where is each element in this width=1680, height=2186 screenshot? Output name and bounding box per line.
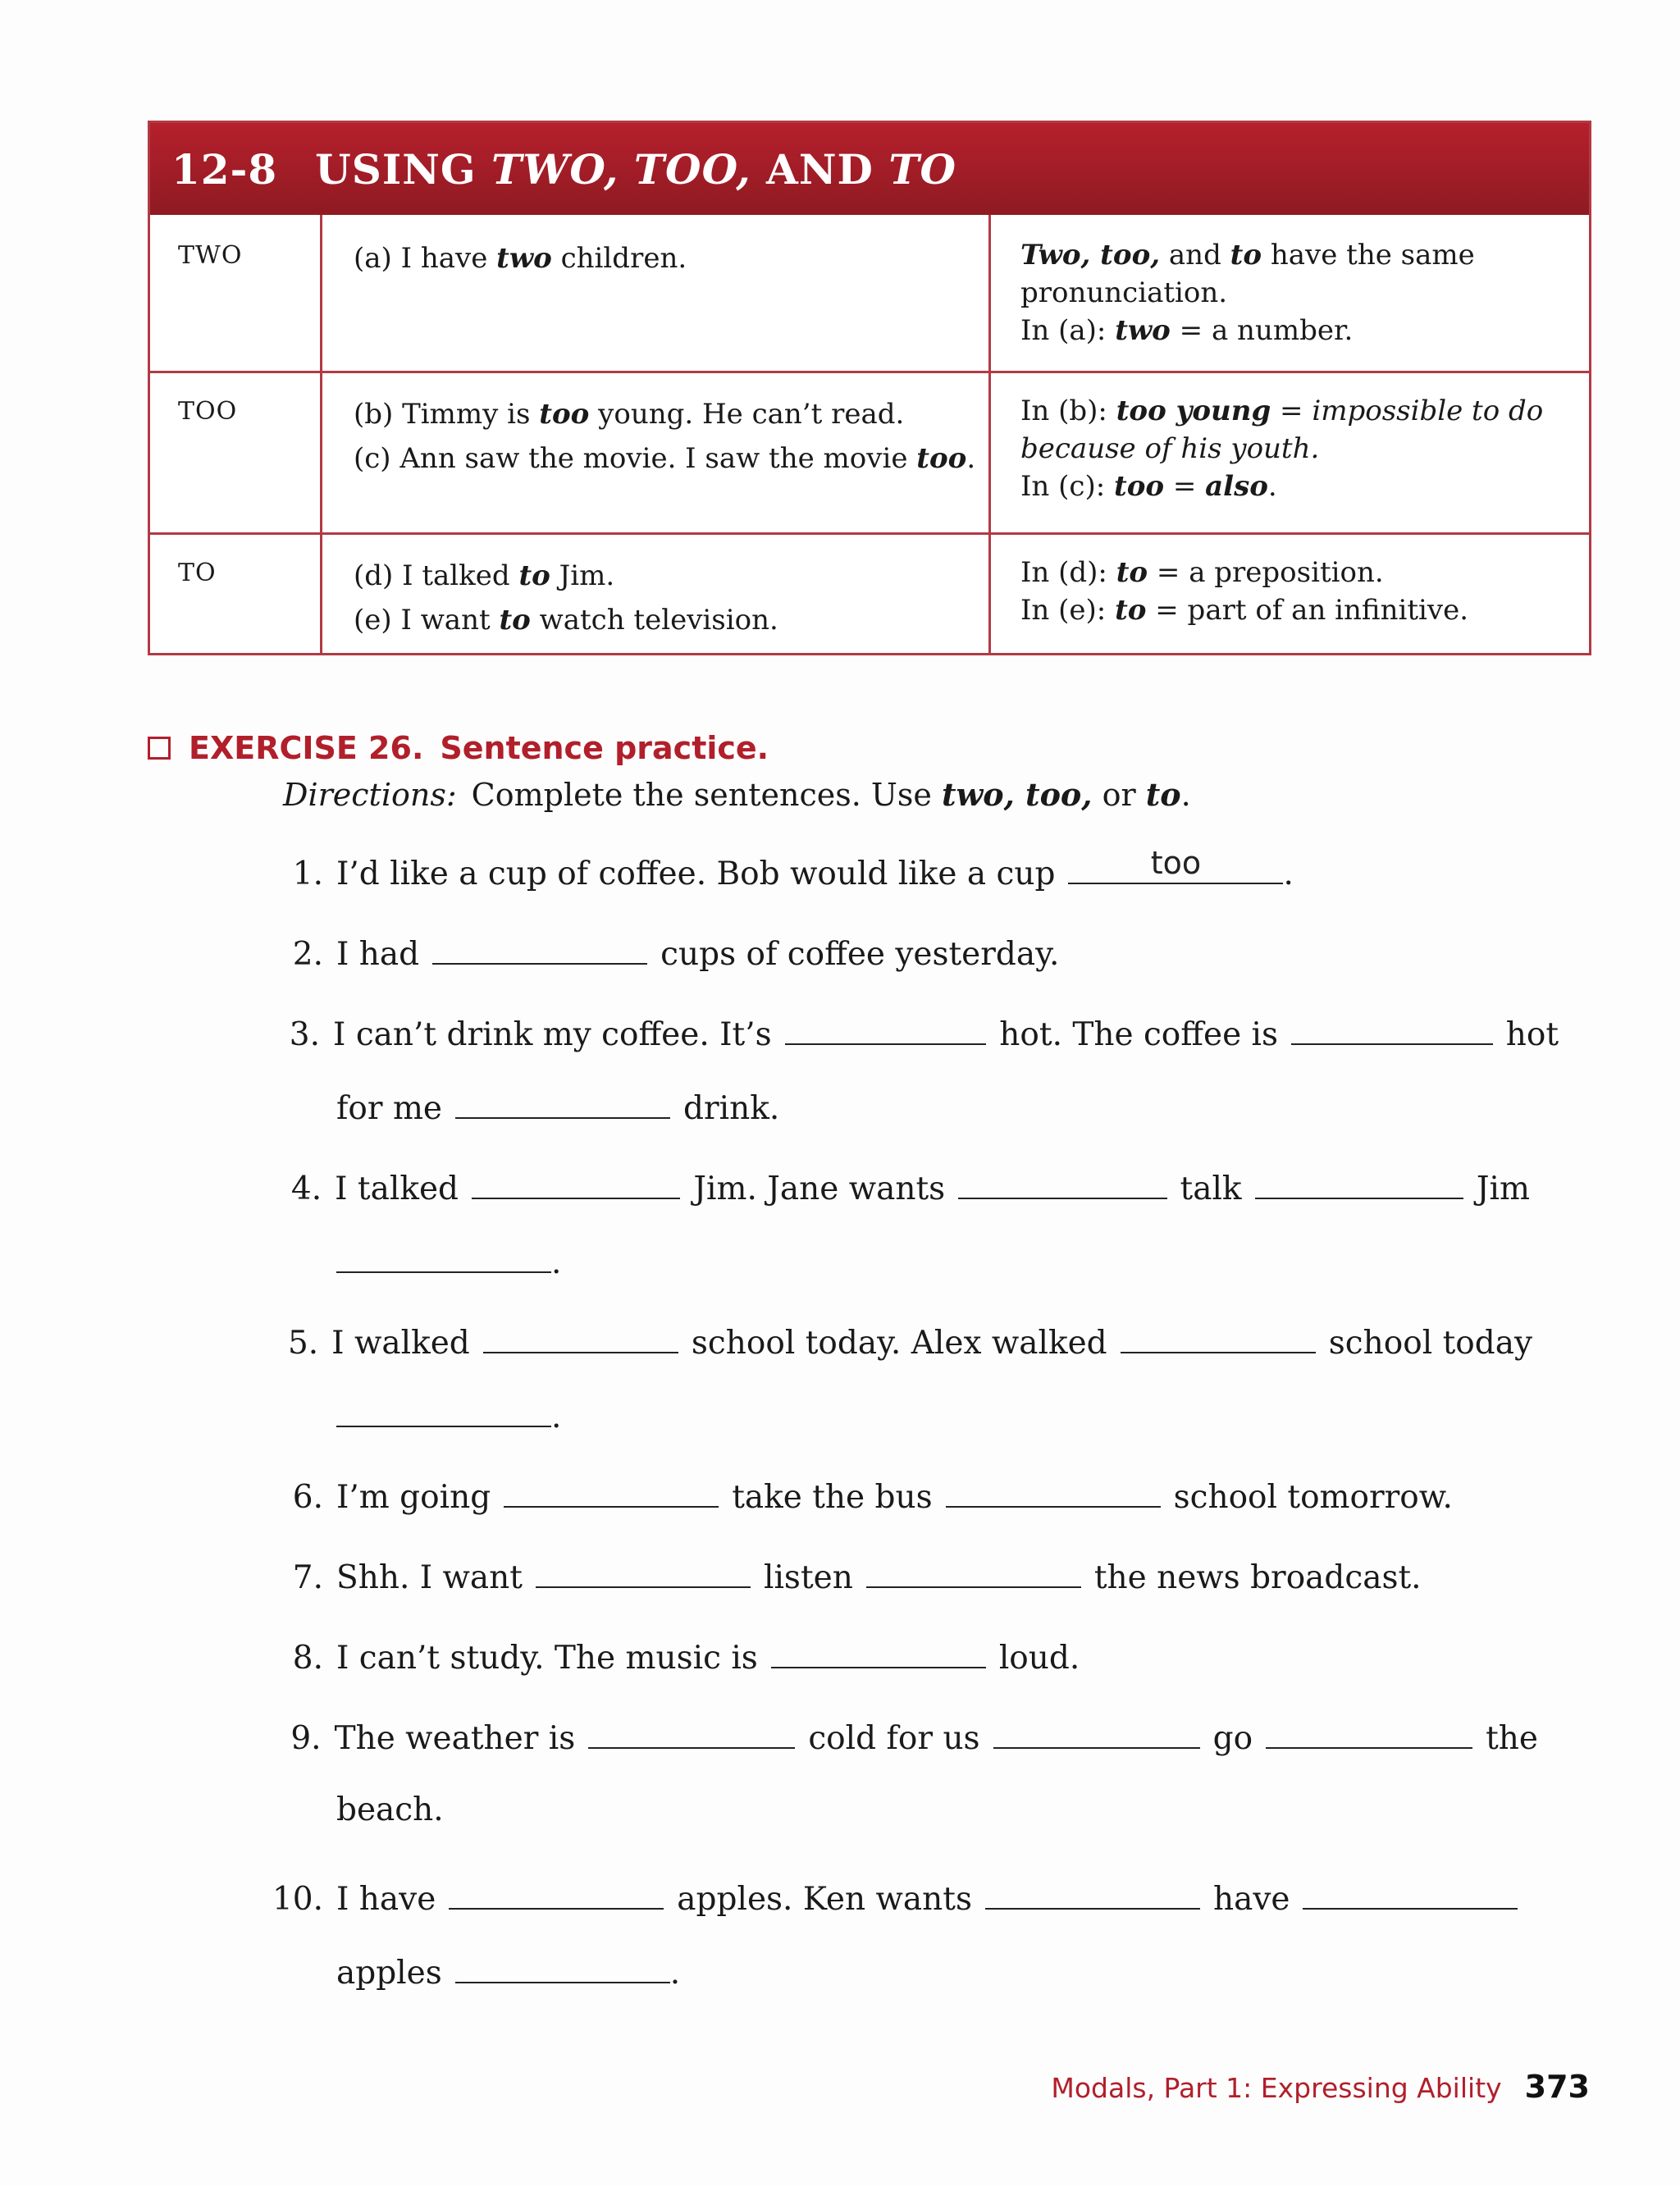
- answer-blank[interactable]: [1291, 1014, 1493, 1045]
- sentence-5: 5. I walked school today. Alex walked school today: [271, 1322, 1532, 1362]
- answer-blank[interactable]: [1121, 1322, 1316, 1353]
- answer-blank[interactable]: [588, 1718, 795, 1749]
- chart-word: TO: [150, 532, 322, 655]
- answer-blank[interactable]: [504, 1476, 719, 1508]
- chart-title: USING TWO, TOO, AND TO: [315, 144, 957, 194]
- sentence-4-cont: .: [336, 1242, 561, 1281]
- answer-blank[interactable]: [866, 1557, 1081, 1588]
- sentence-3-cont: for me drink.: [336, 1088, 779, 1127]
- answer-blank[interactable]: [985, 1878, 1200, 1910]
- note-line: Two, too, and to have the same: [1020, 239, 1475, 272]
- page-number: 373: [1524, 2069, 1590, 2105]
- note-line: In (a): two = a number.: [1020, 314, 1354, 347]
- sentence-8: 8. I can’t study. The music is loud.: [271, 1637, 1080, 1677]
- answer-blank[interactable]: [472, 1168, 680, 1199]
- chart-notes: [991, 371, 1589, 532]
- answer-blank[interactable]: [432, 933, 647, 965]
- sentence-9: 9. The weather is cold for us go the: [271, 1718, 1538, 1757]
- answer-blank[interactable]: [1266, 1718, 1472, 1749]
- answer-blank[interactable]: [455, 1088, 670, 1119]
- exercise-directions: Directions: Complete the sentences. Use two, too, or to.: [283, 776, 1191, 813]
- example-b: (b) Timmy is too young. He can’t read.: [354, 398, 905, 431]
- chart-row-to: [150, 532, 1589, 655]
- answer-blank[interactable]: [1303, 1878, 1518, 1910]
- page-footer: [1051, 2069, 1590, 2105]
- chart-word: TWO: [150, 215, 322, 371]
- answer-blank[interactable]: [993, 1718, 1200, 1749]
- note-line: pronunciation.: [1020, 276, 1228, 309]
- answer-blank[interactable]: [536, 1557, 751, 1588]
- sentence-3: 3. I can’t drink my coffee. It’s hot. The coffee is hot: [271, 1014, 1559, 1053]
- answer-blank[interactable]: [336, 1396, 551, 1427]
- exercise-title: [148, 730, 769, 766]
- sentence-10-cont: apples .: [336, 1952, 680, 1992]
- sentence-9-cont: beach.: [336, 1791, 444, 1828]
- chart-examples: [322, 532, 991, 655]
- chart-notes: [991, 215, 1589, 371]
- chart-row-two: [150, 215, 1589, 373]
- chart-examples: [322, 215, 991, 371]
- sentence-4: 4. I talked Jim. Jane wants talk Jim: [271, 1168, 1530, 1207]
- sentence-10: 10. I have apples. Ken wants have: [271, 1878, 1531, 1918]
- example-e: (e) I want to watch television.: [354, 604, 778, 637]
- answer-blank[interactable]: [1068, 845, 1283, 884]
- answer-blank[interactable]: [946, 1476, 1161, 1508]
- answer-blank[interactable]: [336, 1242, 551, 1273]
- checkbox-icon[interactable]: [148, 737, 171, 760]
- sample-answer: too: [1150, 845, 1202, 881]
- example-c: (c) Ann saw the movie. I saw the movie too.: [354, 442, 976, 475]
- grammar-chart: [148, 121, 1591, 655]
- exercise-heading: Sentence practice.: [440, 730, 769, 766]
- chart-header: [150, 123, 1589, 215]
- sentence-2: 2. I had cups of coffee yesterday.: [271, 933, 1059, 973]
- sentence-1: 1. I’d like a cup of coffee. Bob would like a cup too .: [292, 845, 1294, 892]
- sentence-7: 7. Shh. I want listen the news broadcast.: [271, 1557, 1422, 1596]
- sentence-5-cont: .: [336, 1396, 561, 1435]
- sentence-6: 6. I’m going take the bus school tomorrow.: [271, 1476, 1453, 1516]
- answer-blank[interactable]: [771, 1637, 986, 1668]
- chart-notes: [991, 532, 1589, 655]
- note-line: In (d): to = a preposition.: [1020, 556, 1384, 589]
- example-a: (a) I have two children.: [354, 242, 687, 275]
- chart-word: TOO: [150, 371, 322, 532]
- answer-blank[interactable]: [785, 1014, 987, 1045]
- answer-blank[interactable]: [483, 1322, 678, 1353]
- note-line: In (b): too young = impossible to do: [1020, 395, 1544, 427]
- chart-number: 12-8: [171, 144, 278, 194]
- answer-blank[interactable]: [1255, 1168, 1463, 1199]
- note-line: In (e): to = part of an infinitive.: [1020, 594, 1469, 627]
- note-line: In (c): too = also.: [1020, 470, 1277, 503]
- note-line: because of his youth.: [1020, 432, 1320, 465]
- chart-row-too: [150, 371, 1589, 535]
- answer-blank[interactable]: [958, 1168, 1166, 1199]
- answer-blank[interactable]: [455, 1952, 670, 1983]
- chart-examples: [322, 371, 991, 532]
- exercise-label: EXERCISE 26.: [189, 730, 424, 766]
- chapter-title: Modals, Part 1: Expressing Ability: [1051, 2072, 1502, 2104]
- answer-blank[interactable]: [449, 1878, 664, 1910]
- example-d: (d) I talked to Jim.: [354, 559, 615, 592]
